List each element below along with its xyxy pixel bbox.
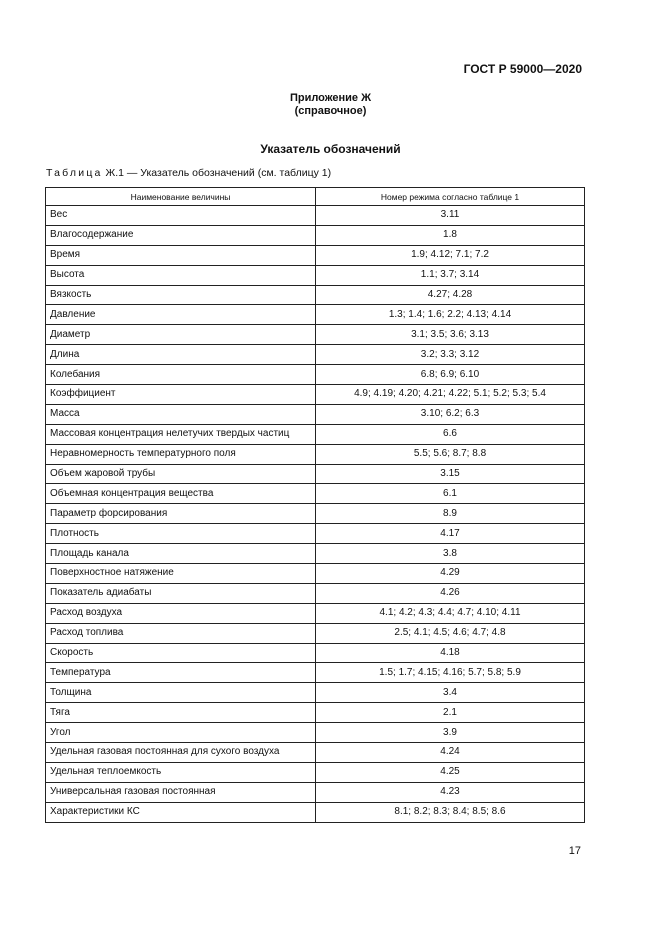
table-row xyxy=(46,404,585,424)
mode-number-cell: 2.5; 4.1; 4.5; 4.6; 4.7; 4.8 xyxy=(316,623,585,643)
quantity-name-cell: Масса xyxy=(46,404,316,424)
quantity-name-cell: Универсальная газовая постоянная xyxy=(46,782,316,802)
table-row xyxy=(46,524,585,544)
quantity-name-cell: Удельная теплоемкость xyxy=(46,762,316,782)
table-caption xyxy=(46,167,331,179)
mode-number-cell: 3.4 xyxy=(316,683,585,703)
table-row xyxy=(46,385,585,405)
quantity-name-cell: Расход топлива xyxy=(46,623,316,643)
mode-number-cell: 4.29 xyxy=(316,564,585,584)
mode-number-cell: 4.18 xyxy=(316,643,585,663)
table-row xyxy=(46,703,585,723)
table-row xyxy=(46,683,585,703)
mode-number-cell: 3.2; 3.3; 3.12 xyxy=(316,345,585,365)
index-title: Указатель обозначений xyxy=(260,142,401,156)
quantity-name-cell: Диаметр xyxy=(46,325,316,345)
mode-number-cell: 3.9 xyxy=(316,723,585,743)
quantity-name-cell: Вес xyxy=(46,206,316,226)
annex-title: Приложение Ж xyxy=(289,92,372,104)
mode-number-cell: 4.23 xyxy=(316,782,585,802)
quantity-name-cell: Давление xyxy=(46,305,316,325)
annex-heading xyxy=(0,92,661,118)
table-row xyxy=(46,643,585,663)
mode-number-cell: 1.9; 4.12; 7.1; 7.2 xyxy=(316,245,585,265)
table-row xyxy=(46,723,585,743)
table-row xyxy=(46,743,585,763)
table-row xyxy=(46,265,585,285)
column-header-mode-number: Номер режима согласно таблице 1 xyxy=(316,188,585,206)
mode-number-cell: 8.9 xyxy=(316,504,585,524)
table-row xyxy=(46,444,585,464)
quantity-name-cell: Коэффициент xyxy=(46,385,316,405)
table-row xyxy=(46,345,585,365)
page-number: 17 xyxy=(568,845,581,857)
table-row xyxy=(46,663,585,683)
mode-number-cell: 4.24 xyxy=(316,743,585,763)
quantity-name-cell: Показатель адиабаты xyxy=(46,583,316,603)
mode-number-cell: 3.10; 6.2; 6.3 xyxy=(316,404,585,424)
table-row xyxy=(46,564,585,584)
mode-number-cell: 2.1 xyxy=(316,703,585,723)
quantity-name-cell: Вязкость xyxy=(46,285,316,305)
mode-number-cell: 4.25 xyxy=(316,762,585,782)
mode-number-cell: 3.11 xyxy=(316,206,585,226)
standard-code: ГОСТ Р 59000—2020 xyxy=(463,62,582,76)
quantity-name-cell: Массовая концентрация нелетучих твердых частиц xyxy=(46,424,316,444)
mode-number-cell: 4.26 xyxy=(316,583,585,603)
quantity-name-cell: Колебания xyxy=(46,365,316,385)
table-row xyxy=(46,544,585,564)
table-row xyxy=(46,802,585,822)
annex-subtitle: (справочное) xyxy=(294,105,367,117)
mode-number-cell: 1.5; 1.7; 4.15; 4.16; 5.7; 5.8; 5.9 xyxy=(316,663,585,683)
table-row xyxy=(46,603,585,623)
mode-number-cell: 3.1; 3.5; 3.6; 3.13 xyxy=(316,325,585,345)
mode-number-cell: 4.9; 4.19; 4.20; 4.21; 4.22; 5.1; 5.2; 5.3; 5.4 xyxy=(316,385,585,405)
table-header-row xyxy=(46,188,585,206)
mode-number-cell: 6.8; 6.9; 6.10 xyxy=(316,365,585,385)
quantity-name-cell: Высота xyxy=(46,265,316,285)
table-row xyxy=(46,305,585,325)
table-row xyxy=(46,504,585,524)
quantity-name-cell: Удельная газовая постоянная для сухого воздуха xyxy=(46,743,316,763)
table-row xyxy=(46,782,585,802)
mode-number-cell: 4.27; 4.28 xyxy=(316,285,585,305)
quantity-name-cell: Площадь канала xyxy=(46,544,316,564)
quantity-name-cell: Время xyxy=(46,245,316,265)
quantity-name-cell: Длина xyxy=(46,345,316,365)
table-caption-label: Таблица xyxy=(46,167,103,179)
table-body xyxy=(46,206,585,823)
quantity-name-cell: Характеристики КС xyxy=(46,802,316,822)
mode-number-cell: 5.5; 5.6; 8.7; 8.8 xyxy=(316,444,585,464)
quantity-name-cell: Температура xyxy=(46,663,316,683)
mode-number-cell: 1.3; 1.4; 1.6; 2.2; 4.13; 4.14 xyxy=(316,305,585,325)
table-row xyxy=(46,225,585,245)
quantity-name-cell: Скорость xyxy=(46,643,316,663)
table-row xyxy=(46,484,585,504)
mode-number-cell: 1.8 xyxy=(316,225,585,245)
mode-number-cell: 4.1; 4.2; 4.3; 4.4; 4.7; 4.10; 4.11 xyxy=(316,603,585,623)
mode-number-cell: 3.15 xyxy=(316,464,585,484)
table-row xyxy=(46,623,585,643)
table-row xyxy=(46,762,585,782)
mode-number-cell: 4.17 xyxy=(316,524,585,544)
quantity-name-cell: Толщина xyxy=(46,683,316,703)
quantity-name-cell: Влагосодержание xyxy=(46,225,316,245)
mode-number-cell: 1.1; 3.7; 3.14 xyxy=(316,265,585,285)
quantity-name-cell: Плотность xyxy=(46,524,316,544)
quantity-name-cell: Объемная концентрация вещества xyxy=(46,484,316,504)
table-row xyxy=(46,285,585,305)
mode-number-cell: 6.1 xyxy=(316,484,585,504)
table-row xyxy=(46,325,585,345)
column-header-quantity: Наименование величины xyxy=(46,188,316,206)
table-row xyxy=(46,583,585,603)
table-row xyxy=(46,464,585,484)
quantity-name-cell: Угол xyxy=(46,723,316,743)
table-row xyxy=(46,245,585,265)
quantity-name-cell: Параметр форсирования xyxy=(46,504,316,524)
mode-number-cell: 8.1; 8.2; 8.3; 8.4; 8.5; 8.6 xyxy=(316,802,585,822)
table-row xyxy=(46,424,585,444)
symbols-index-table xyxy=(45,187,585,823)
quantity-name-cell: Поверхностное натяжение xyxy=(46,564,316,584)
quantity-name-cell: Расход воздуха xyxy=(46,603,316,623)
mode-number-cell: 6.6 xyxy=(316,424,585,444)
quantity-name-cell: Тяга xyxy=(46,703,316,723)
quantity-name-cell: Неравномерность температурного поля xyxy=(46,444,316,464)
table-row xyxy=(46,365,585,385)
mode-number-cell: 3.8 xyxy=(316,544,585,564)
quantity-name-cell: Объем жаровой трубы xyxy=(46,464,316,484)
table-caption-text: Ж.1 — Указатель обозначений (см. таблицу 1) xyxy=(105,167,332,179)
table-row xyxy=(46,206,585,226)
